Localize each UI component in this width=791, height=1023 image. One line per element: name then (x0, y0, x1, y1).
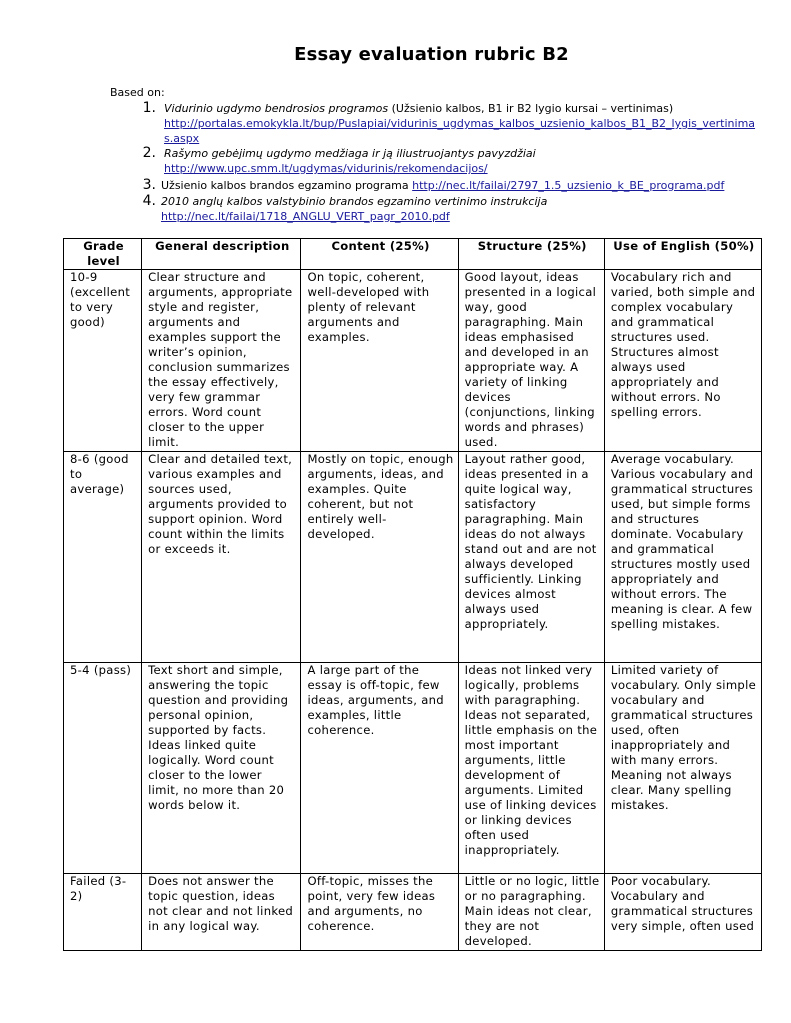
reference-number: 2. (142, 145, 156, 161)
english-cell: Poor vocabulary. Vocabulary and grammatical structures very simple, often used (604, 874, 761, 951)
header-use-of-english: Use of English (50%) (604, 239, 761, 270)
reference-title: Rašymo gebėjimų ugdymo medžiaga ir ją iliustruojantys pavyzdžiai (164, 147, 536, 160)
header-general-description: General description (142, 239, 301, 270)
description-cell: Clear structure and arguments, appropriate style and register, arguments and examples support the writer’s opinion, conclusion summarizes the essay effectively, very few grammar errors. Word count closer to the upper limit. (142, 270, 301, 452)
reference-link[interactable]: http://nec.lt/failai/2797_1.5_uzsienio_k_BE_programa.pdf (412, 179, 725, 192)
reference-item (130, 178, 760, 193)
reference-link[interactable]: http://www.upc.smm.lt/ugdymas/vidurinis/rekomendacijos/ (164, 162, 488, 175)
grade-cell: 8-6 (good to average) (64, 452, 142, 663)
reference-title: Užsienio kalbos brandos egzamino programa (161, 179, 409, 192)
structure-cell: Layout rather good, ideas presented in a quite logical way, satisfactory paragraphing. Main ideas do not always stand out and are not always developed sufficiently. Linking devices almost always used appropriately. (458, 452, 604, 663)
structure-cell: Good layout, ideas presented in a logical way, good paragraphing. Main ideas emphasised and developed in an appropriate way. A variety of linking devices (conjunctions, linking words and phrases) used. (458, 270, 604, 452)
reference-title: 2010 anglų kalbos valstybinio brandos egzamino vertinimo instrukcija (161, 195, 548, 208)
reference-title: Vidurinio ugdymo bendrosios programos (164, 102, 389, 115)
content-cell: Off-topic, misses the point, very few ideas and arguments, no coherence. (301, 874, 458, 951)
reference-item (130, 194, 760, 224)
structure-cell: Ideas not linked very logically, problems with paragraphing. Ideas not separated, little emphasis on the most important arguments, little development of arguments. Limited use of linking devices or linking devices often used inappropriately. (458, 663, 604, 874)
reference-item (130, 101, 760, 146)
reference-item (130, 146, 760, 176)
rubric-table (63, 238, 762, 951)
table-row (64, 270, 762, 452)
description-cell: Text short and simple, answering the topic question and providing personal opinion, supported by facts. Ideas linked quite logically. Word count closer to the lower limit, no more than 20 words below it. (142, 663, 301, 874)
grade-cell: 5-4 (pass) (64, 663, 142, 874)
table-row (64, 663, 762, 874)
reference-link[interactable]: http://portalas.emokykla.lt/bup/Puslapiai/vidurinis_ugdymas_kalbos_uzsienio_kalbos_B1_B2_lygis_vertinimas.aspx (164, 117, 756, 145)
description-cell: Does not answer the topic question, ideas not clear and not linked in any logical way. (142, 874, 301, 951)
table-header-row (64, 239, 762, 270)
header-content: Content (25%) (301, 239, 458, 270)
english-cell: Limited variety of vocabulary. Only simple vocabulary and grammatical structures used, often inappropriately and with many errors. Meaning not always clear. Many spelling mistakes. (604, 663, 761, 874)
grade-cell: 10-9 (excellent to very good) (64, 270, 142, 452)
reference-number: 3. (142, 177, 156, 193)
reference-number: 4. (142, 193, 156, 209)
structure-cell: Little or no logic, little or no paragraphing. Main ideas not clear, they are not developed. (458, 874, 604, 951)
reference-number: 1. (142, 100, 156, 116)
based-on-label: Based on: (110, 86, 165, 99)
header-grade-level: Grade level (64, 239, 142, 270)
english-cell: Average vocabulary. Various vocabulary and grammatical structures used, but simple forms and structures dominate. Vocabulary and grammatical structures mostly used appropriately and without errors. The meaning is clear. A few spelling mistakes. (604, 452, 761, 663)
table-row (64, 874, 762, 951)
english-cell: Vocabulary rich and varied, both simple and complex vocabulary and grammatical structures used. Structures almost always used appropriately and without errors. No spelling errors. (604, 270, 761, 452)
content-cell: On topic, coherent, well-developed with plenty of relevant arguments and examples. (301, 270, 458, 452)
content-cell: A large part of the essay is off-topic, few ideas, arguments, and examples, little coherence. (301, 663, 458, 874)
table-row (64, 452, 762, 663)
grade-cell: Failed (3-2) (64, 874, 142, 951)
page-title: Essay evaluation rubric B2 (294, 44, 569, 65)
description-cell: Clear and detailed text, various examples and sources used, arguments provided to support opinion. Word count within the limits or exceeds it. (142, 452, 301, 663)
header-structure: Structure (25%) (458, 239, 604, 270)
reference-list (130, 101, 760, 224)
reference-extra: (Užsienio kalbos, B1 ir B2 lygio kursai – vertinimas) (388, 102, 674, 115)
content-cell: Mostly on topic, enough arguments, ideas, and examples. Quite coherent, but not entirely well-developed. (301, 452, 458, 663)
reference-link[interactable]: http://nec.lt/failai/1718_ANGLU_VERT_pagr_2010.pdf (161, 210, 450, 223)
